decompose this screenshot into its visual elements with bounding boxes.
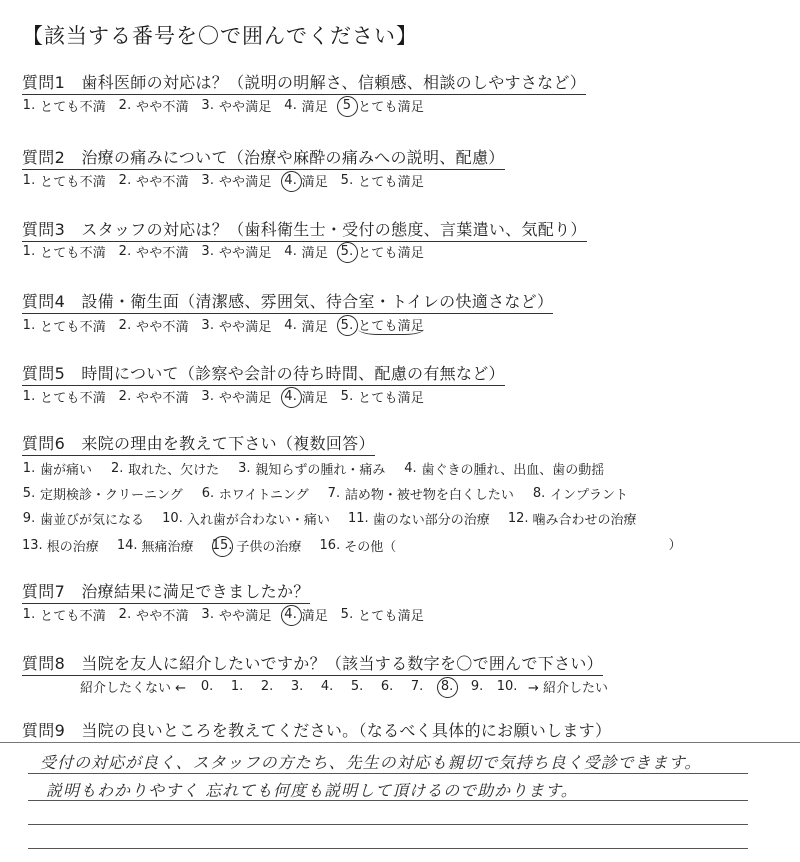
question-3-options <box>22 242 436 261</box>
q6-option-14[interactable]: 14. 無痛治療 <box>116 538 194 555</box>
q6-option-1[interactable]: 1. 歯が痛い <box>22 461 93 478</box>
q6-option-13[interactable]: 13. 根の治療 <box>22 538 99 555</box>
q6-option-9[interactable]: 9. 歯並びが気になる <box>22 511 145 528</box>
q8-value-10[interactable]: 10. <box>496 679 518 694</box>
q6-option-8[interactable]: 8. インプラント <box>532 486 629 503</box>
q2-option-3[interactable]: 3. やや満足 <box>201 173 272 190</box>
q6-option-2[interactable]: 2. 取れた、欠けた <box>110 461 220 478</box>
q9-answer-line-2[interactable]: 説明もわかりやすく 忘れても何度も説明して頂けるので助かります。 <box>46 781 578 800</box>
q5-option-5[interactable]: 5. とても満足 <box>340 389 425 406</box>
question-2-title: 質問2 治療の痛みについて（治療や麻酔の痛みへの説明、配慮） <box>22 145 505 170</box>
q3-option-2[interactable]: 2. やや不満 <box>118 244 189 261</box>
question-6-row-3 <box>22 509 651 528</box>
q6-option-10[interactable]: 10. 入れ歯が合わない・痛い <box>162 511 330 528</box>
q6-option-6[interactable]: 6. ホワイトニング <box>201 486 309 503</box>
q6-option-7[interactable]: 7. 詰め物・被せ物を白くしたい <box>327 486 514 503</box>
q8-value-8-selected[interactable]: 8. <box>435 679 459 694</box>
q8-scale-right-label: → 紹介したい <box>528 681 609 696</box>
q8-value-3[interactable]: 3. <box>290 679 304 694</box>
q9-ruled-line-1 <box>28 773 748 774</box>
q7-option-5[interactable]: 5. とても満足 <box>340 607 425 624</box>
q1-option-2[interactable]: 2. やや不満 <box>118 98 189 115</box>
q6-other-close-paren: ） <box>668 538 682 553</box>
q7-option-4-selected[interactable]: 4. 満足 <box>284 607 329 624</box>
question-2-options <box>22 171 436 190</box>
q2-option-2[interactable]: 2. やや不満 <box>118 173 189 190</box>
q4-option-2[interactable]: 2. やや不満 <box>118 317 189 335</box>
q8-value-6[interactable]: 6. <box>380 679 394 694</box>
q1-option-1[interactable]: 1. とても不満 <box>22 98 107 115</box>
q9-answer-line-1[interactable]: 受付の対応が良く、スタッフの方たち、先生の対応も親切で気持ち良く受診できます。 <box>40 753 702 772</box>
q4-option-5-selected[interactable]: 5. とても満足 <box>340 315 424 335</box>
question-7-title: 質問7 治療結果に満足できましたか？ <box>22 579 310 604</box>
q4-option-4[interactable]: 4. 満足 <box>284 317 329 335</box>
q5-option-1[interactable]: 1. とても不満 <box>22 389 107 406</box>
q8-value-0[interactable]: 0. <box>200 679 214 694</box>
question-6-title: 質問6 来院の理由を教えて下さい（複数回答） <box>22 431 375 456</box>
q8-value-1[interactable]: 1. <box>230 679 244 694</box>
q6-option-15-selected[interactable]: 15. 子供の治療 <box>211 538 302 555</box>
question-5-options <box>22 387 436 406</box>
q6-option-16[interactable]: 16. その他（ <box>319 538 397 555</box>
q6-option-4[interactable]: 4. 歯ぐきの腫れ、出血、歯の動揺 <box>404 461 605 478</box>
q9-ruled-line-2 <box>28 800 748 801</box>
q2-option-1[interactable]: 1. とても不満 <box>22 173 107 190</box>
q8-scale-left-label: 紹介したくない ← <box>80 681 187 696</box>
question-4-title: 質問4 設備・衛生面（清潔感、雰囲気、待合室・トイレの快適さなど） <box>22 289 553 314</box>
q5-option-2[interactable]: 2. やや不満 <box>118 389 189 406</box>
q6-option-11[interactable]: 11. 歯のない部分の治療 <box>348 511 490 528</box>
page-title: 【該当する番号を〇で囲んでください】 <box>22 24 418 48</box>
q5-option-4-selected[interactable]: 4. 満足 <box>284 389 329 406</box>
q3-option-1[interactable]: 1. とても不満 <box>22 244 107 261</box>
question-6-row-2 <box>22 484 642 503</box>
q4-option-1[interactable]: 1. とても不満 <box>22 317 107 335</box>
q6-option-5[interactable]: 5. 定期検診・クリーニング <box>22 486 183 503</box>
q8-value-9[interactable]: 9. <box>470 679 484 694</box>
q9-ruled-line-3 <box>28 824 748 825</box>
q5-option-3[interactable]: 3. やや満足 <box>201 389 272 406</box>
q8-value-4[interactable]: 4. <box>320 679 334 694</box>
question-5-title: 質問5 時間について（診察や会計の待ち時間、配慮の有無など） <box>22 361 505 386</box>
q3-option-4[interactable]: 4. 満足 <box>284 244 329 261</box>
q9-title-rule <box>0 742 800 743</box>
question-8-title: 質問8 当院を友人に紹介したいですか？（該当する数字を〇で囲んで下さい） <box>22 651 603 676</box>
question-4-options <box>22 315 436 335</box>
q7-option-1[interactable]: 1. とても不満 <box>22 607 107 624</box>
q8-value-7[interactable]: 7. <box>410 679 424 694</box>
question-8-scale <box>74 677 614 696</box>
q3-option-5-selected[interactable]: 5. とても満足 <box>340 244 425 261</box>
question-3-title: 質問3 スタッフの対応は？（歯科衛生士・受付の態度、言葉遣い、気配り） <box>22 217 587 242</box>
q1-option-5-selected[interactable]: 5 とても満足 <box>340 96 424 115</box>
question-1-title: 質問1 歯科医師の対応は？（説明の明解さ、信頼感、相談のしやすさなど） <box>22 70 586 95</box>
q1-option-3[interactable]: 3. やや満足 <box>201 98 272 115</box>
q1-option-4[interactable]: 4. 満足 <box>284 98 329 115</box>
question-9-title: 質問9 当院の良いところを教えてください。（なるべく具体的にお願いします） <box>22 721 612 740</box>
q2-option-4-selected[interactable]: 4. 満足 <box>284 173 329 190</box>
question-7-options <box>22 605 436 624</box>
q4-option-3[interactable]: 3. やや満足 <box>201 317 272 335</box>
q3-option-3[interactable]: 3. やや満足 <box>201 244 272 261</box>
question-1-options <box>22 96 436 115</box>
q7-option-2[interactable]: 2. やや不満 <box>118 607 189 624</box>
q9-ruled-line-4 <box>28 848 748 849</box>
q8-value-5[interactable]: 5. <box>350 679 364 694</box>
question-6-row-1 <box>22 459 618 478</box>
q7-option-3[interactable]: 3. やや満足 <box>201 607 272 624</box>
q8-value-2[interactable]: 2. <box>260 679 274 694</box>
q6-option-3[interactable]: 3. 親知らずの腫れ・痛み <box>238 461 386 478</box>
q2-option-5[interactable]: 5. とても満足 <box>340 173 425 190</box>
q6-option-12[interactable]: 12. 噛み合わせの治療 <box>507 511 637 528</box>
question-6-row-4 <box>22 534 682 555</box>
